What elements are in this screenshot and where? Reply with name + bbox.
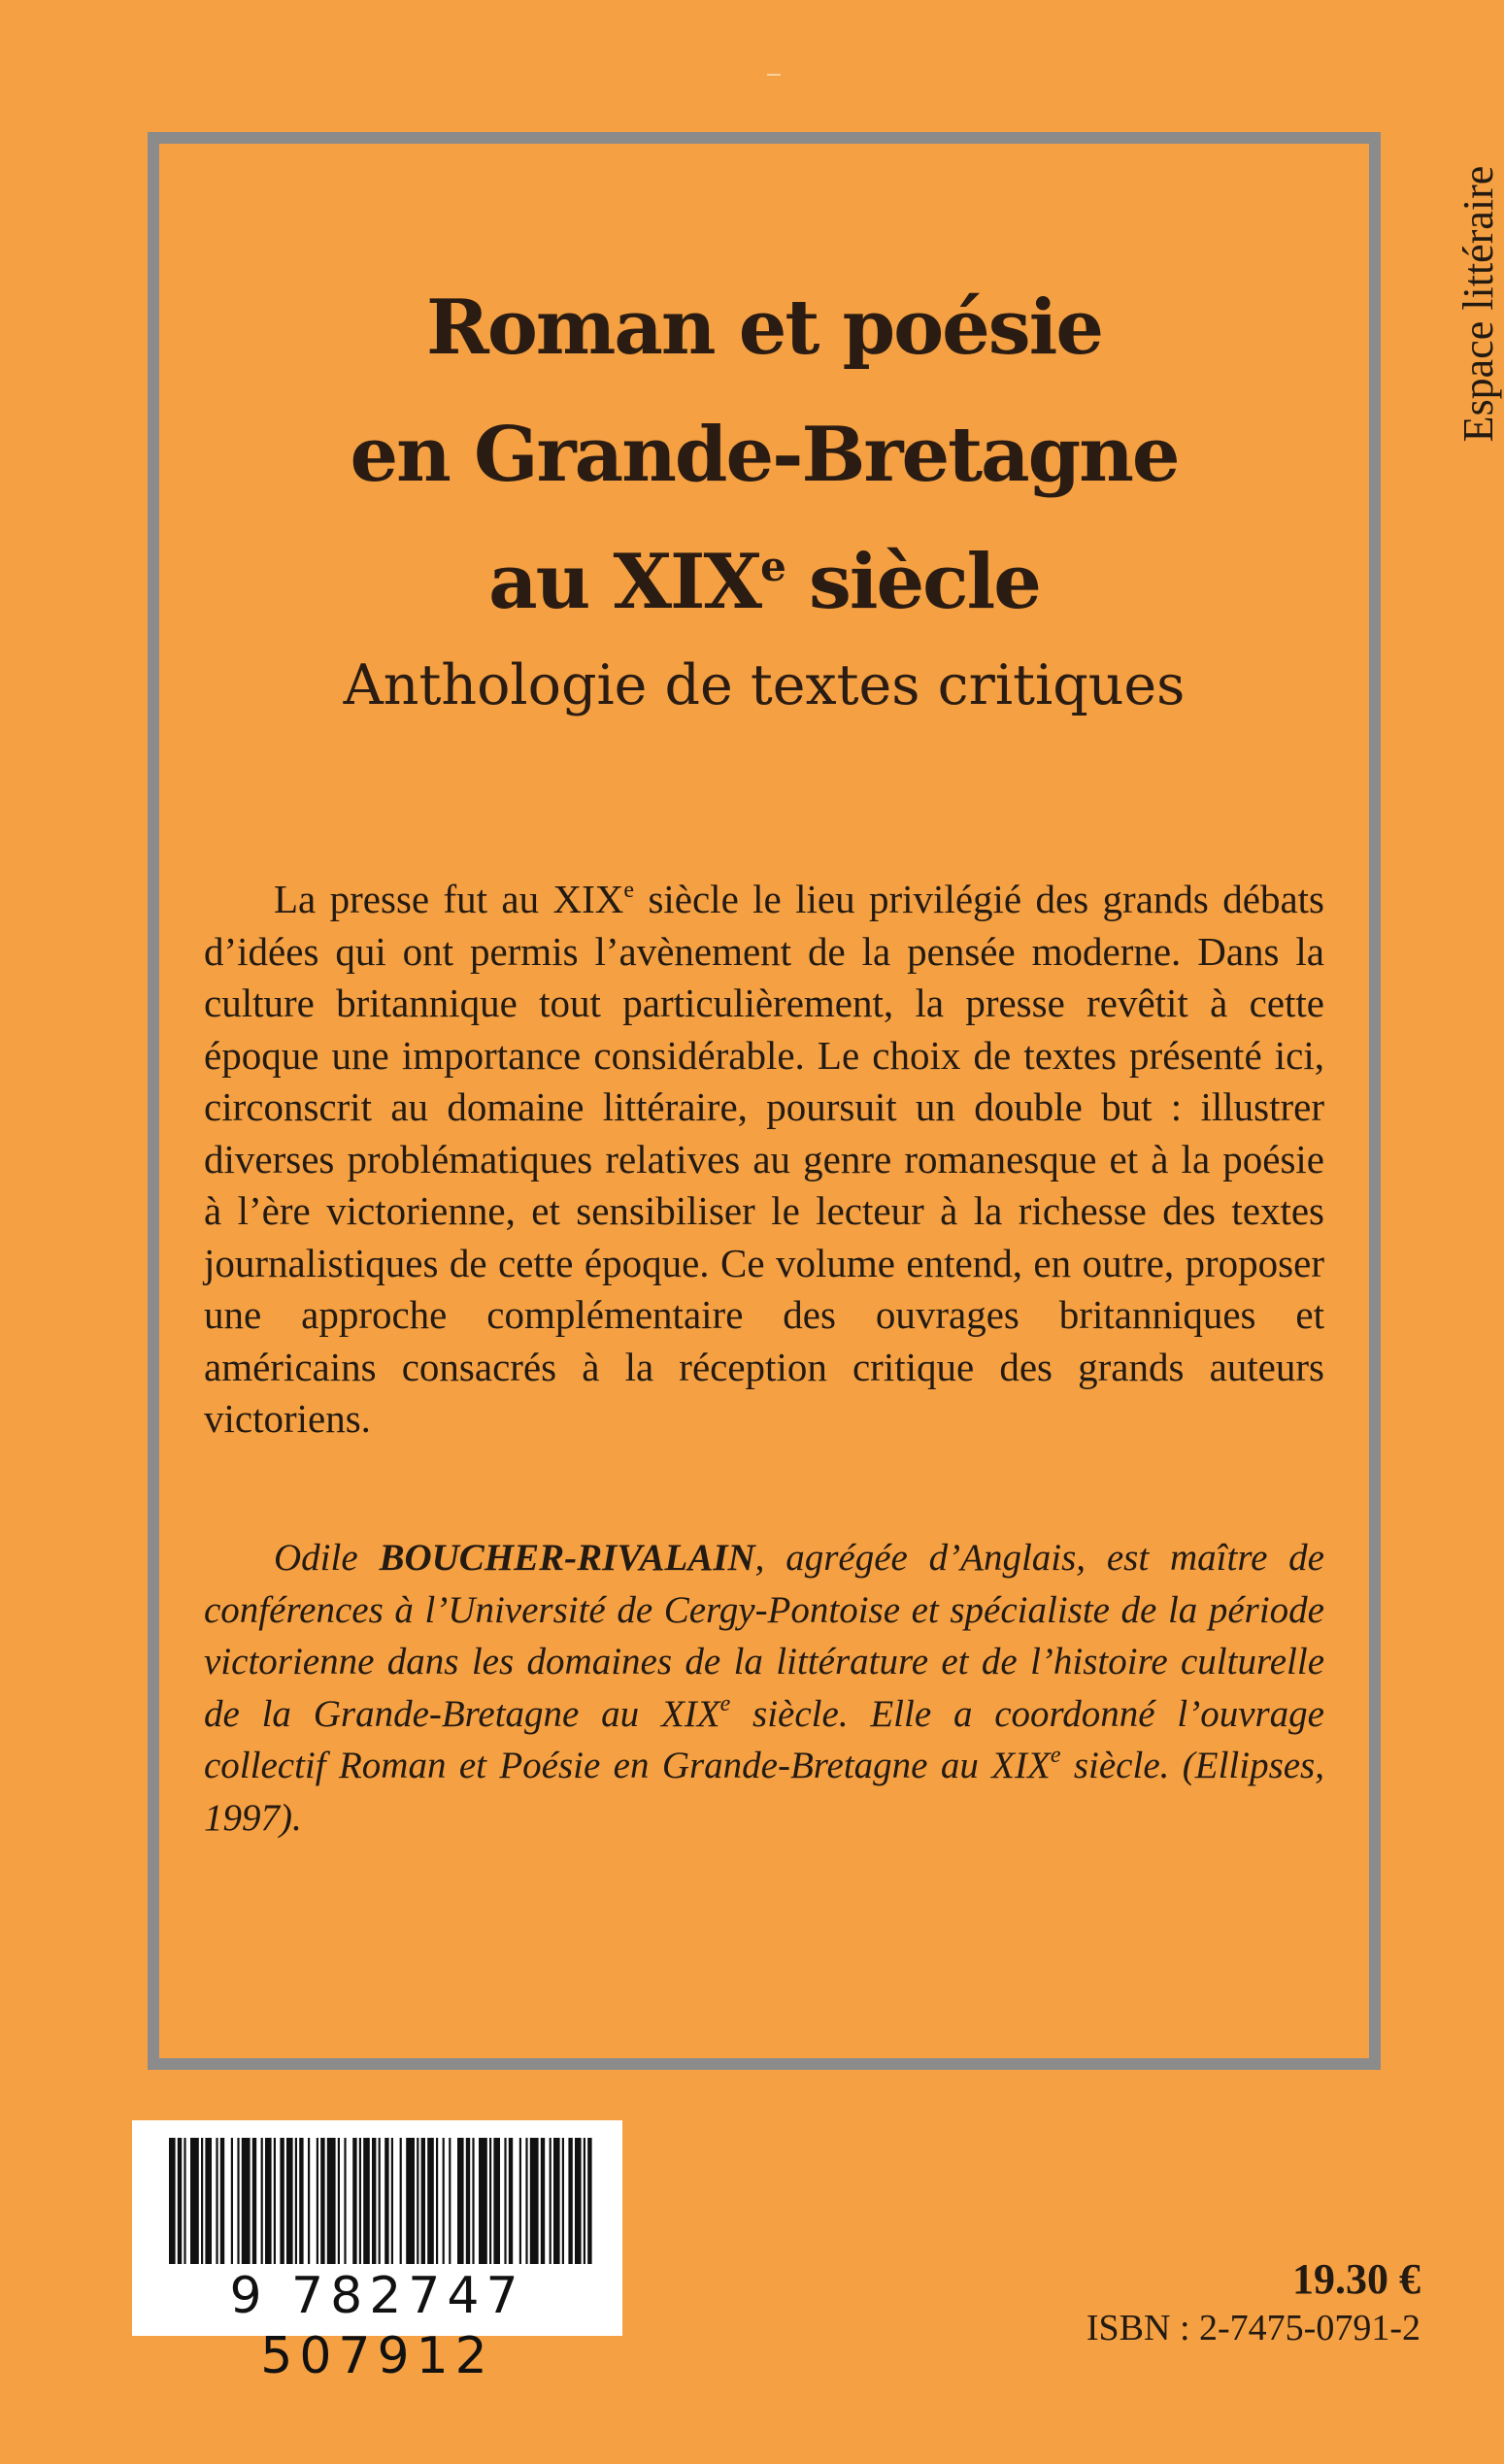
barcode-bar [587, 2138, 591, 2264]
barcode-bar [457, 2138, 464, 2264]
barcode-bar [220, 2138, 224, 2264]
series-name: Espace littéraire [1454, 165, 1502, 443]
barcode-bar [242, 2138, 251, 2264]
barcode-bar [489, 2138, 491, 2264]
bio-part-1: , agrégée d’Anglais, est maître de conférences à l’Université de Cergy-Pontoise et spécialiste de la période victorienne dans les domaines de la littérature et de l’histoire culturelle de la Grande-Bretagne au XIX [204, 1537, 1324, 1735]
barcode-digits: 9 782747 507912 [229, 2267, 525, 2385]
barcode-bar [169, 2138, 176, 2264]
title-line-3 [148, 518, 1381, 646]
barcode-bar [568, 2138, 572, 2264]
barcode-bar [327, 2138, 336, 2264]
barcode-bar [205, 2138, 212, 2264]
author-first-name: Odile [274, 1537, 380, 1579]
barcode-bar [308, 2138, 310, 2264]
title-line-1: Roman et poésie [426, 283, 1102, 372]
barcode-bar [384, 2138, 388, 2264]
barcode-bar [178, 2138, 182, 2264]
barcode-bar [575, 2138, 582, 2264]
barcode-bar [449, 2138, 451, 2264]
barcode-bar [280, 2138, 284, 2264]
barcode-bar [417, 2138, 418, 2264]
barcode-bar [317, 2138, 318, 2264]
author-bio [204, 1532, 1324, 1844]
bio-superscript-1: e [719, 1690, 731, 1716]
barcode-bar [320, 2138, 324, 2264]
barcode-bar [201, 2138, 203, 2264]
barcode-bar [400, 2138, 402, 2264]
spine [1454, 144, 1503, 464]
barcode-bar [472, 2138, 474, 2264]
abstract-superscript: e [623, 878, 635, 903]
barcode-bar [286, 2138, 293, 2264]
barcode-bar [519, 2138, 521, 2264]
barcode-bar [541, 2138, 545, 2264]
barcode-bar [295, 2138, 297, 2264]
barcode-bar [261, 2138, 263, 2264]
title-line-3-suffix: siècle [784, 538, 1040, 626]
abstract-part-1: La presse fut au XIX [274, 877, 624, 921]
book-title [148, 264, 1381, 646]
barcode-bar [504, 2138, 506, 2264]
barcode-bar [584, 2138, 585, 2264]
barcode-bar [299, 2138, 303, 2264]
bio-part-3: siècle. (Ellipses, 1997). [204, 1745, 1324, 1839]
barcode-bar [525, 2138, 527, 2264]
barcode-bar [338, 2138, 340, 2264]
barcode-bar [190, 2138, 199, 2264]
barcode-bar [466, 2138, 470, 2264]
title-line-2: en Grande-Bretagne [350, 411, 1179, 499]
barcode-bar [231, 2138, 233, 2264]
isbn: ISBN : 2-7475-0791-2 [1086, 2308, 1420, 2348]
barcode [132, 2120, 622, 2385]
barcode-bar [252, 2138, 256, 2264]
top-mark [767, 74, 781, 76]
barcode-bar [344, 2138, 346, 2264]
barcode-bar [363, 2138, 370, 2264]
barcode-bar [372, 2138, 376, 2264]
barcode-bar [274, 2138, 276, 2264]
book-subtitle: Anthologie de textes critiques [343, 653, 1186, 717]
bio-part-2: siècle. Elle a coordonné l’ouvrage collectif Roman et Poésie en Grande-Bretagne au XIX [204, 1692, 1324, 1786]
barcode-bar [352, 2138, 356, 2264]
barcode-bar [427, 2138, 434, 2264]
barcode-bar [550, 2138, 551, 2264]
price: 19.30 € [1292, 2255, 1420, 2303]
barcode-bar [216, 2138, 217, 2264]
barcode-bar [406, 2138, 415, 2264]
barcode-bar [530, 2138, 539, 2264]
abstract-part-2: siècle le lieu privilégié des grands débats d’idées qui ont permis l’avènement de la pensée moderne. Dans la culture britannique tout particulièrement, la presse revêtit à cette époque une importance considérable. Le choix de textes présenté ici, circonscrit au domaine littéraire, poursuit un double but : illustrer diverses problématiques relatives au genre romanesque et à la poésie à l’ère victorienne, et sensibiliser le lecteur à la richesse des textes journalistiques de cette époque. Ce volume entend, en outre, proposer une approche complémentaire des ouvrages britanniques et américains consacrés à la réception critique des grands auteurs victoriens. [204, 877, 1324, 1441]
barcode-bar [265, 2138, 272, 2264]
barcode-bar [379, 2138, 381, 2264]
barcode-bar [562, 2138, 564, 2264]
barcode-bar [553, 2138, 560, 2264]
title-line-3-superscript: e [760, 543, 785, 590]
barcode-bar [436, 2138, 438, 2264]
barcode-bar [509, 2138, 513, 2264]
author-last-name: BOUCHER-RIVALAIN [379, 1537, 755, 1579]
barcode-bar [359, 2138, 361, 2264]
title-line-3-prefix: au XIX [488, 538, 761, 626]
barcode-bar [184, 2138, 185, 2264]
barcode-bar [421, 2138, 425, 2264]
barcode-bar [443, 2138, 445, 2264]
barcode-bar [237, 2138, 239, 2264]
barcode-bar [493, 2138, 500, 2264]
barcode-bar [479, 2138, 487, 2264]
bio-superscript-2: e [1050, 1743, 1061, 1768]
barcode-bar [391, 2138, 393, 2264]
abstract-paragraph [204, 874, 1324, 1446]
